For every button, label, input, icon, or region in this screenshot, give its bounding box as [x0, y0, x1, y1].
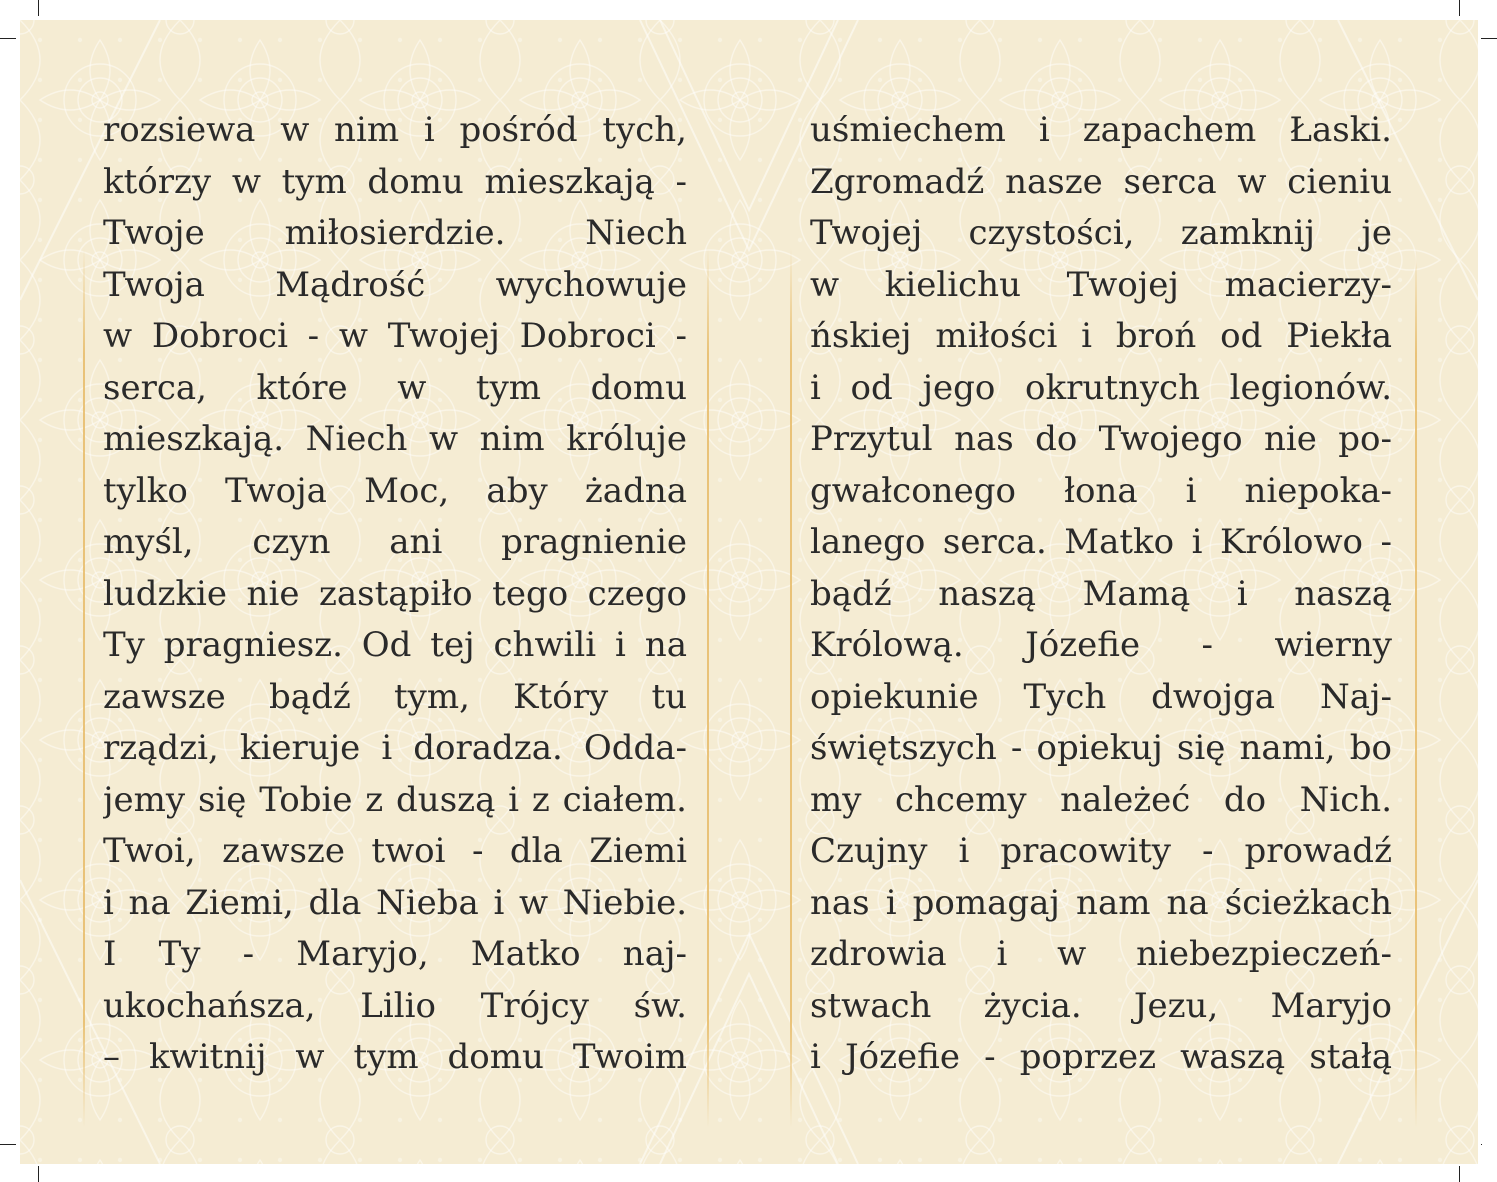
crop-mark — [1459, 0, 1460, 16]
text-line: ńskiej miłości i broń od Piekła — [810, 316, 1392, 356]
text-line: – kwitnij w tym domu Twoim — [103, 1037, 687, 1077]
crop-mark — [0, 38, 16, 39]
text-line: w kielichu Twojej macierzy- — [810, 264, 1392, 305]
text-line: rozsiewa w nim i pośród tych, — [103, 110, 687, 150]
text-line: bądź naszą Mamą i naszą — [810, 573, 1392, 614]
center-left-rule — [707, 248, 709, 1128]
text-line: opiekunie Tych dwojga Naj- — [810, 676, 1392, 717]
right-margin-rule — [1415, 248, 1417, 1128]
text-line: serca, które w tym domu — [103, 367, 687, 408]
text-line: mieszkają. Niech w nim króluje — [103, 419, 687, 459]
text-line: Twojej czystości, zamknij je — [810, 213, 1392, 253]
text-line: Twoje miłosierdzie. Niech — [103, 213, 687, 253]
text-line: lanego serca. Matko i Królowo - — [810, 522, 1392, 562]
text-line: Ty pragniesz. Od tej chwili i na — [103, 625, 687, 665]
text-line: świętszych - opiekuj się nami, bo — [810, 728, 1392, 768]
crop-mark — [1459, 1166, 1460, 1182]
text-line: ukochańsza, Lilio Trójcy św. — [103, 985, 687, 1026]
text-line: i Józefie - poprzez waszą stałą — [810, 1037, 1392, 1077]
text-line: I Ty - Maryjo, Matko naj- — [103, 934, 687, 974]
text-line: którzy w tym domu mieszkają - — [103, 161, 687, 202]
right-text-column — [810, 105, 1392, 1084]
text-line: i na Ziemi, dla Nieba i w Niebie. — [103, 882, 687, 923]
text-line: Twoi, zawsze twoi - dla Ziemi — [103, 831, 687, 871]
text-line: i od jego okrutnych legionów. — [810, 367, 1392, 408]
text-line: my chcemy należeć do Nich. — [810, 779, 1392, 820]
text-line: zawsze bądź tym, Który tu — [103, 676, 687, 717]
crop-mark — [1481, 38, 1497, 39]
text-line: rządzi, kieruje i doradza. Odda- — [103, 728, 687, 768]
crop-mark — [1481, 1144, 1482, 1145]
text-line: Przytul nas do Twojego nie po- — [810, 419, 1392, 459]
left-margin-rule — [83, 248, 85, 1128]
text-line: myśl, czyn ani pragnienie — [103, 522, 687, 562]
text-line: gwałconego łona i niepoka- — [810, 470, 1392, 511]
text-line: Królową. Józefie - wierny — [810, 625, 1392, 665]
text-line: zdrowia i w niebezpieczeń- — [810, 934, 1392, 974]
text-line: w Dobroci - w Twojej Dobroci - — [103, 316, 687, 356]
text-line: Twoja Mądrość wychowuje — [103, 264, 687, 305]
text-line: nas i pomagaj nam na ścieżkach — [810, 882, 1392, 923]
text-line: uśmiechem i zapachem Łaski. — [810, 110, 1392, 150]
center-right-rule — [790, 248, 792, 1128]
text-line: stwach życia. Jezu, Maryjo — [810, 985, 1392, 1026]
text-line: Czujny i pracowity - prowadź — [810, 831, 1392, 871]
crop-mark — [38, 1166, 39, 1182]
text-line: tylko Twoja Moc, aby żadna — [103, 470, 687, 511]
text-line: ludzkie nie zastąpiło tego czego — [103, 573, 687, 614]
left-text-column — [103, 105, 687, 1084]
text-line: Zgromadź nasze serca w cieniu — [810, 161, 1392, 202]
crop-mark — [38, 0, 39, 16]
crop-mark — [0, 1144, 16, 1145]
text-line: jemy się Tobie z duszą i z ciałem. — [103, 779, 687, 820]
